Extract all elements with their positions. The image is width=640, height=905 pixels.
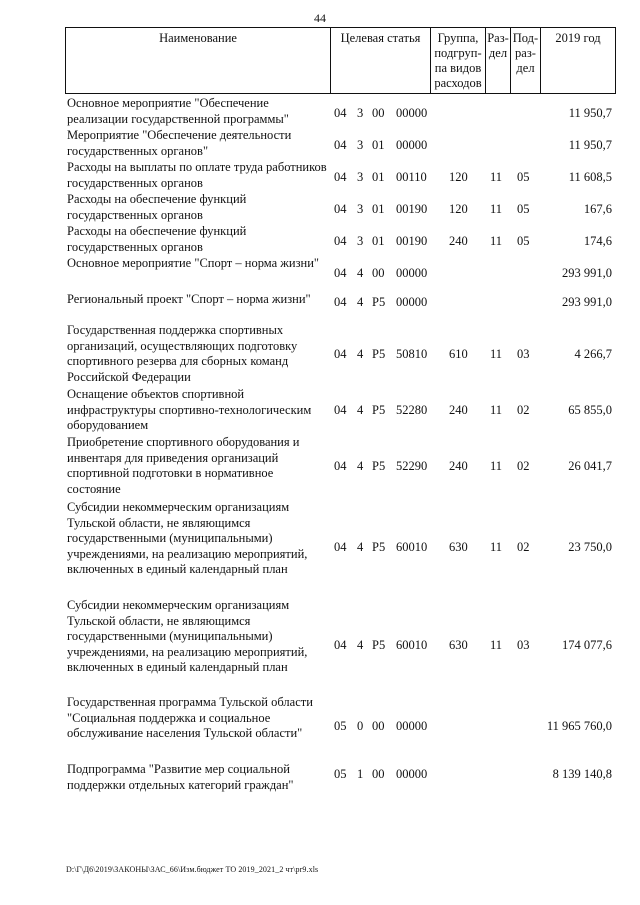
row-code-b: 4 xyxy=(357,403,364,417)
row-code-c: 01 xyxy=(372,202,385,216)
row-code-b: 4 xyxy=(357,266,364,280)
row-code-b: 3 xyxy=(357,106,364,120)
row-amount: 293 991,0 xyxy=(562,266,612,280)
row-section: 11 xyxy=(490,202,503,216)
row-name: Субсидии некоммерческим организациям Тульской области, не являющимся государственными (муниципальными) учреждениями, на реализацию мероприятий, включенных в единый календарный план xyxy=(67,500,308,576)
row-code-c: P5 xyxy=(372,295,386,309)
header-name-label: Наименование xyxy=(159,31,237,45)
row-section: 11 xyxy=(490,540,503,554)
row-code-b: 4 xyxy=(357,638,364,652)
row-code-b: 3 xyxy=(357,170,364,184)
row-name: Субсидии некоммерческим организациям Тульской области, не являющимся государственными (муниципальными) учреждениями, на реализацию мероприятий, включенных в единый календарный план xyxy=(67,598,308,674)
header-group-line: па видов xyxy=(434,61,482,75)
row-name: Мероприятие "Обеспечение деятельности государственных органов" xyxy=(67,128,292,158)
header-section-line: Раз- xyxy=(487,31,509,45)
row-code-d: 00000 xyxy=(396,767,428,781)
row-subsection: 05 xyxy=(517,170,530,184)
row-code-b: 3 xyxy=(357,202,364,216)
header-subsection-line: Под- xyxy=(512,31,539,45)
row-code-d: 60010 xyxy=(396,638,428,652)
row-subsection: 02 xyxy=(517,403,530,417)
row-amount: 65 855,0 xyxy=(568,403,612,417)
row-group: 120 xyxy=(449,170,468,184)
row-amount: 26 041,7 xyxy=(568,459,612,473)
row-code-a: 04 xyxy=(334,234,347,248)
row-amount: 23 750,0 xyxy=(568,540,612,554)
header-subsection-line: дел xyxy=(516,61,535,75)
row-code-c: P5 xyxy=(372,540,386,554)
row-code-a: 05 xyxy=(334,719,347,733)
row-code-a: 04 xyxy=(334,202,347,216)
row-code-d: 00110 xyxy=(396,170,427,184)
row-code-b: 4 xyxy=(357,459,364,473)
row-name: Государственная программа Тульской области "Социальная поддержка и социальное обслуживание населения Тульской области" xyxy=(67,695,313,740)
row-section: 11 xyxy=(490,170,503,184)
row-amount: 11 965 760,0 xyxy=(546,719,612,733)
row-subsection: 02 xyxy=(517,540,530,554)
row-amount: 11 950,7 xyxy=(568,138,612,152)
row-code-c: 01 xyxy=(372,138,385,152)
row-code-c: 01 xyxy=(372,234,385,248)
row-name: Расходы на обеспечение функций государственных органов xyxy=(67,224,247,254)
row-section: 11 xyxy=(490,347,503,361)
row-amount: 11 608,5 xyxy=(568,170,612,184)
row-code-d: 00000 xyxy=(396,138,428,152)
row-name: Государственная поддержка спортивных организаций, осуществляющих подготовку спортивного резерва для сборных команд Российской Федерации xyxy=(67,323,298,384)
row-amount: 4 266,7 xyxy=(574,347,612,361)
header-subsection-line: раз- xyxy=(515,46,536,60)
row-code-a: 04 xyxy=(334,347,347,361)
row-code-d: 52290 xyxy=(396,459,428,473)
row-amount: 174 077,6 xyxy=(562,638,612,652)
row-code-c: 00 xyxy=(372,106,385,120)
row-code-a: 04 xyxy=(334,403,347,417)
row-subsection: 05 xyxy=(517,202,530,216)
row-section: 11 xyxy=(490,459,503,473)
row-code-c: 00 xyxy=(372,719,385,733)
row-code-c: P5 xyxy=(372,403,386,417)
row-name: Приобретение спортивного оборудования и инвентаря для приведения организаций спортивной подготовки в нормативное состояние xyxy=(67,435,300,496)
row-code-b: 0 xyxy=(357,719,364,733)
header-group-line: расходов xyxy=(434,76,482,90)
header-target-label: Целевая статья xyxy=(340,31,421,45)
row-code-c: P5 xyxy=(372,347,386,361)
row-group: 630 xyxy=(449,638,468,652)
row-group: 610 xyxy=(449,347,468,361)
row-name: Основное мероприятие "Обеспечение реализации государственной программы" xyxy=(67,96,289,126)
row-code-d: 50810 xyxy=(396,347,428,361)
header-year-label: 2019 год xyxy=(555,31,601,45)
row-code-a: 04 xyxy=(334,459,347,473)
row-code-b: 4 xyxy=(357,347,364,361)
header-group-line: подгруп- xyxy=(434,46,482,60)
row-amount: 8 139 140,8 xyxy=(552,767,612,781)
row-name: Региональный проект "Спорт – норма жизни" xyxy=(67,292,311,306)
row-subsection: 05 xyxy=(517,234,530,248)
row-name: Оснащение объектов спортивной инфраструктуры спортивно-технологическим оборудованием xyxy=(67,387,312,432)
page-number: 44 xyxy=(314,11,326,25)
row-name: Расходы на обеспечение функций государственных органов xyxy=(67,192,247,222)
row-subsection: 03 xyxy=(517,347,530,361)
row-amount: 167,6 xyxy=(583,202,612,216)
row-code-a: 04 xyxy=(334,638,347,652)
row-section: 11 xyxy=(490,638,503,652)
row-group: 240 xyxy=(449,459,468,473)
row-code-b: 3 xyxy=(357,234,364,248)
row-group: 630 xyxy=(449,540,468,554)
row-amount: 293 991,0 xyxy=(562,295,612,309)
row-code-c: 00 xyxy=(372,266,385,280)
row-amount: 174,6 xyxy=(583,234,612,248)
row-section: 11 xyxy=(490,403,503,417)
row-code-d: 00190 xyxy=(396,202,428,216)
row-code-a: 04 xyxy=(334,266,347,280)
row-code-c: 01 xyxy=(372,170,385,184)
row-code-a: 04 xyxy=(334,170,347,184)
row-section: 11 xyxy=(490,234,503,248)
row-code-a: 04 xyxy=(334,138,347,152)
row-group: 240 xyxy=(449,403,468,417)
row-code-d: 52280 xyxy=(396,403,428,417)
row-subsection: 03 xyxy=(517,638,530,652)
row-code-d: 00000 xyxy=(396,719,428,733)
row-code-d: 00000 xyxy=(396,266,428,280)
row-code-a: 04 xyxy=(334,540,347,554)
row-code-d: 00190 xyxy=(396,234,428,248)
row-name: Расходы на выплаты по оплате труда работников государственных органов xyxy=(67,160,327,190)
row-code-b: 1 xyxy=(357,767,364,781)
row-code-c: P5 xyxy=(372,638,386,652)
row-group: 240 xyxy=(449,234,468,248)
row-code-d: 00000 xyxy=(396,106,428,120)
row-code-a: 04 xyxy=(334,106,347,120)
row-code-b: 4 xyxy=(357,295,364,309)
row-code-c: 00 xyxy=(372,767,385,781)
row-code-a: 05 xyxy=(334,767,347,781)
header-group-line: Группа, xyxy=(437,31,479,45)
row-group: 120 xyxy=(449,202,468,216)
row-code-d: 00000 xyxy=(396,295,428,309)
row-code-b: 4 xyxy=(357,540,364,554)
row-subsection: 02 xyxy=(517,459,530,473)
file-path-footer: D:\Г\Д6\2019\ЗАКОНЫ\ЗАС_66\Изм.бюджет ТО 2019_2021_2 чт\pr9.xls xyxy=(66,865,319,874)
row-code-b: 3 xyxy=(357,138,364,152)
row-name: Основное мероприятие "Спорт – норма жизни" xyxy=(67,256,320,270)
row-code-d: 60010 xyxy=(396,540,428,554)
row-code-c: P5 xyxy=(372,459,386,473)
header-section-line: дел xyxy=(488,46,508,60)
row-amount: 11 950,7 xyxy=(568,106,612,120)
row-name: Подпрограмма "Развитие мер социальной поддержки отдельных категорий граждан" xyxy=(67,762,294,792)
row-code-a: 04 xyxy=(334,295,347,309)
